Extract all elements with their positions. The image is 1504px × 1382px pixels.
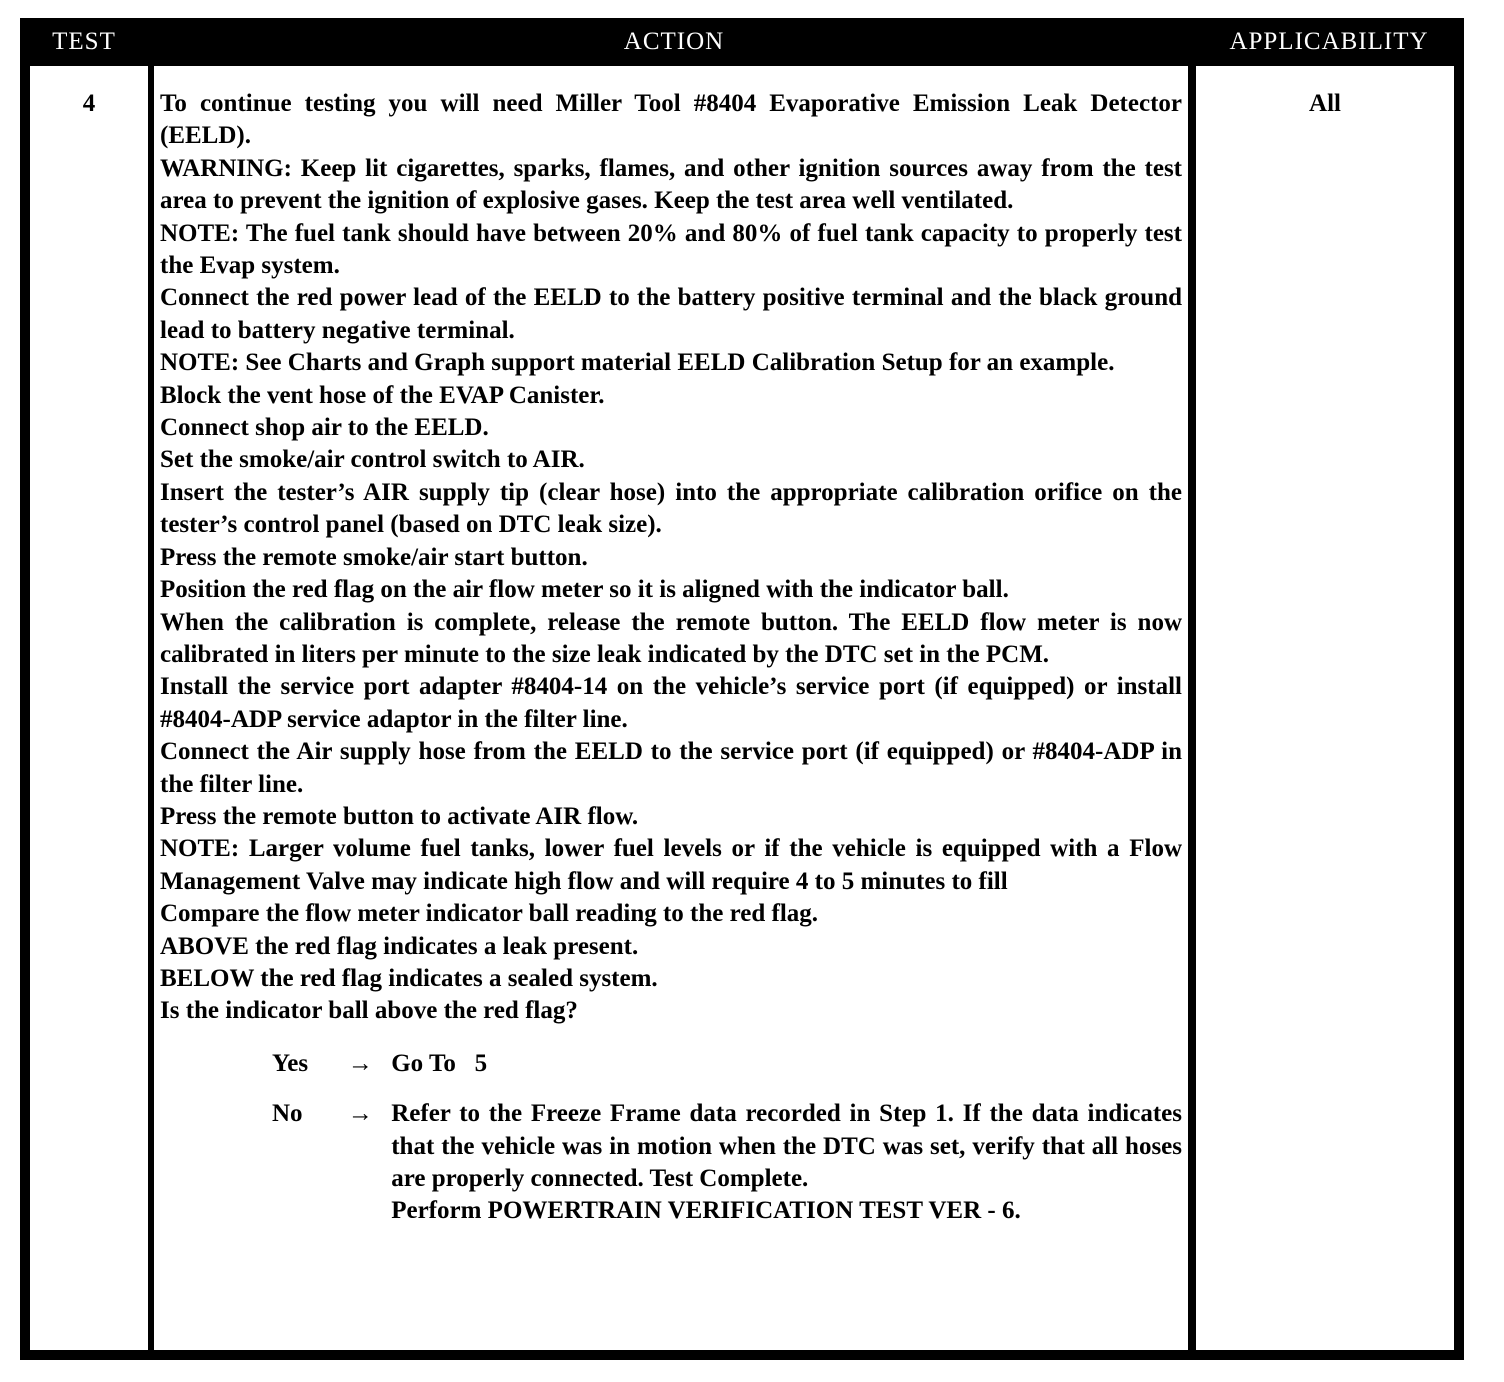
header-applicability: APPLICABILITY bbox=[1229, 28, 1429, 55]
applicability-cell bbox=[1196, 66, 1454, 1350]
answer-no-text-1: Refer to the Freeze Frame data recorded in Step 1. If the data indicates that the vehicle was in motion when the DTC was set, verify that all hoses are properly connected. Test Complete. bbox=[391, 1100, 1182, 1192]
answer-no bbox=[160, 1098, 1182, 1228]
answer-no-label: No bbox=[272, 1100, 303, 1128]
arrow-right-icon: → bbox=[347, 1049, 373, 1077]
step-above: ABOVE the red flag indicates a leak present. bbox=[160, 932, 639, 960]
answer-no-text-2: Perform POWERTRAIN VERIFICATION TEST VER - 6. bbox=[391, 1197, 1021, 1225]
step-press-start: Press the remote smoke/air start button. bbox=[160, 543, 588, 571]
step-position-flag: Position the red flag on the air flow meter so it is aligned with the indicator ball. bbox=[160, 576, 1009, 604]
answer-yes-text: Go To 5 bbox=[391, 1049, 488, 1077]
answer-yes-label: Yes bbox=[272, 1049, 309, 1077]
answer-yes bbox=[160, 1048, 1182, 1080]
question-text: Is the indicator ball above the red flag? bbox=[160, 997, 578, 1025]
step-connect-air: Connect shop air to the EELD. bbox=[160, 414, 489, 442]
step-connect-hose: Connect the Air supply hose from the EELD to the service port (if equipped) or #8404-ADP in the filter line. bbox=[160, 738, 1182, 798]
note-fuel-capacity: NOTE: The fuel tank should have between 20% and 80% of fuel tank capacity to properly test the Evap system. bbox=[160, 219, 1182, 280]
test-number-cell bbox=[30, 66, 148, 1350]
step-compare: Compare the flow meter indicator ball reading to the red flag. bbox=[160, 900, 819, 928]
answer-list bbox=[160, 1048, 1182, 1228]
warning-text: WARNING: Keep lit cigarettes, sparks, flames, and other ignition sources away from the test area to prevent the ignition of explosive gases. Keep the test area well ventilated. bbox=[160, 154, 1182, 215]
step-install-adapter: Install the service port adapter #8404-14 on the vehicle’s service port (if equipped) or install #8404-ADP service adaptor in the filter line. bbox=[160, 673, 1182, 733]
answer-no-text bbox=[391, 1098, 1182, 1228]
step-insert-tip: Insert the tester’s AIR supply tip (clear hose) into the appropriate calibration orifice on the tester’s control panel (based on DTC leak size). bbox=[160, 478, 1182, 539]
step-below: BELOW the red flag indicates a sealed system. bbox=[160, 964, 658, 992]
table-header bbox=[20, 18, 1464, 64]
arrow-right-icon: → bbox=[347, 1100, 373, 1128]
step-block-vent: Block the vent hose of the EVAP Canister. bbox=[160, 381, 605, 409]
test-number: 4 bbox=[82, 90, 96, 117]
note-calibration-setup: NOTE: See Charts and Graph support material EELD Calibration Setup for an example. bbox=[160, 349, 1115, 377]
header-action: ACTION bbox=[623, 28, 725, 55]
test-table bbox=[20, 18, 1464, 1360]
action-intro: To continue testing you will need Miller Tool #8404 Evaporative Emission Leak Detector (EELD). bbox=[160, 90, 1182, 150]
step-calibration-complete: When the calibration is complete, release the remote button. The EELD flow meter is now calibrated in liters per minute to the size leak indicated by the DTC set in the PCM. bbox=[160, 608, 1182, 668]
note-larger-tanks: NOTE: Larger volume fuel tanks, lower fuel levels or if the vehicle is equipped with a Flow Management Valve may indicate high flow and will require 4 to 5 minutes to fill bbox=[160, 835, 1182, 895]
step-activate-air: Press the remote button to activate AIR flow. bbox=[160, 802, 639, 830]
step-connect-power: Connect the red power lead of the EELD to the battery positive terminal and the black ground lead to battery negative terminal. bbox=[160, 284, 1182, 344]
applicability-value: All bbox=[1309, 90, 1341, 117]
step-set-switch: Set the smoke/air control switch to AIR. bbox=[160, 446, 585, 474]
action-cell bbox=[154, 66, 1188, 1350]
header-test: TEST bbox=[52, 28, 116, 55]
